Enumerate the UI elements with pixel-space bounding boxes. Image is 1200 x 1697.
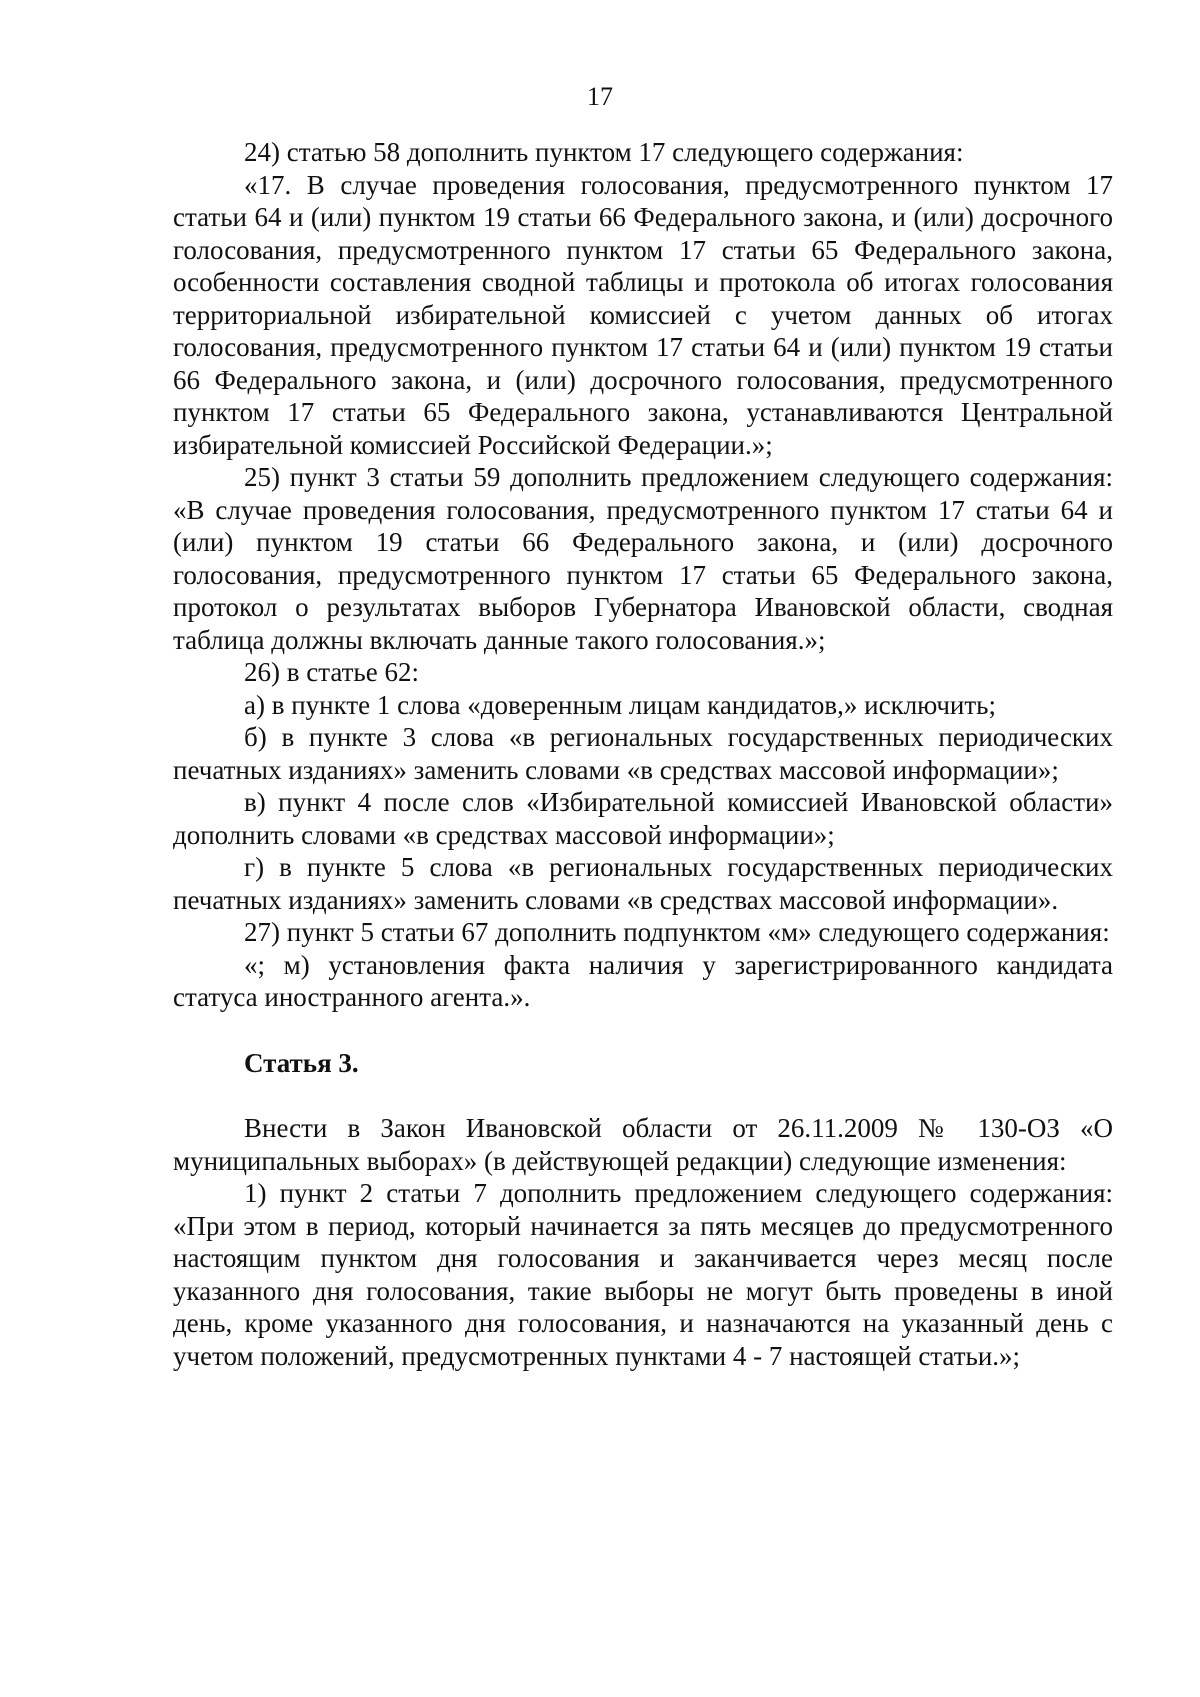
paragraph-item-27: 27) пункт 5 статьи 67 дополнить подпунктом «м» следующего содержания: (244, 917, 1110, 947)
paragraph-subitem-v: в) пункт 4 после слов «Избирательной комиссией Ивановской области» дополнить словами «в средствах массовой информации»; (173, 787, 1113, 850)
document-body (173, 136, 1113, 1372)
paragraph-subitem-m: «; м) установления факта наличия у зарегистрированного кандидата статуса иностранного агента.». (173, 949, 1113, 1012)
article-heading: Статья 3. (244, 1047, 359, 1078)
paragraph-item-1: 1) пункт 2 статьи 7 дополнить предложением следующего содержания: «При этом в период, который начинается за пять месяцев до предусмотренного настоящим пунктом дня голосования и заканчивается через месяц после указанного дня голосования, такие выборы не могут быть проведены в иной день, кроме указанного дня голосования, и назначаются на указанный день с учетом положений, предусмотренных пунктами 4 - 7 настоящей статьи.»; (173, 1178, 1113, 1371)
paragraph-item-17-text: «17. В случае проведения голосования, предусмотренного пунктом 17 статьи 64 и (или) пунктом 19 статьи 66 Федерального закона, и (или) досрочного голосования, предусмотренного пунктом 17 статьи 65 Федерального закона, особенности составления сводной таблицы и протокола об итогах голосования территориальной избирательной комиссией с учетом данных об итогах голосования, предусмотренного пунктом 17 статьи 64 и (или) пунктом 19 статьи 66 Федерального закона, и (или) досрочного голосования, предусмотренного пунктом 17 статьи 65 Федерального закона, устанавливаются Центральной избирательной комиссией Российской Федерации.»; (173, 169, 1113, 460)
paragraph-item-24: 24) статью 58 дополнить пунктом 17 следующего содержания: (244, 137, 964, 167)
paragraph-item-26: 26) в статье 62: (244, 657, 419, 687)
paragraph-article-intro: Внести в Закон Ивановской области от 26.11.2009 № 130-ОЗ «О муниципальных выборах» (в действующей редакции) следующие изменения: (173, 1113, 1113, 1176)
paragraph-item-25: 25) пункт 3 статьи 59 дополнить предложением следующего содержания: «В случае проведения голосования, предусмотренного пунктом 17 статьи 64 и (или) пунктом 19 статьи 66 Федерального закона, и (или) досрочного голосования, предусмотренного пунктом 17 статьи 65 Федерального закона, протокол о результатах выборов Губернатора Ивановской области, сводная таблица должны включать данные такого голосования.»; (173, 462, 1113, 655)
paragraph-subitem-g: г) в пункте 5 слова «в региональных государственных периодических печатных изданиях» заменить словами «в средствах массовой информации». (173, 852, 1113, 915)
paragraph-subitem-a: а) в пункте 1 слова «доверенным лицам кандидатов,» исключить; (244, 689, 996, 720)
page-number: 17 (587, 82, 613, 111)
paragraph-subitem-b: б) в пункте 3 слова «в региональных государственных периодических печатных изданиях» заменить словами «в средствах массовой информации»; (173, 722, 1113, 785)
